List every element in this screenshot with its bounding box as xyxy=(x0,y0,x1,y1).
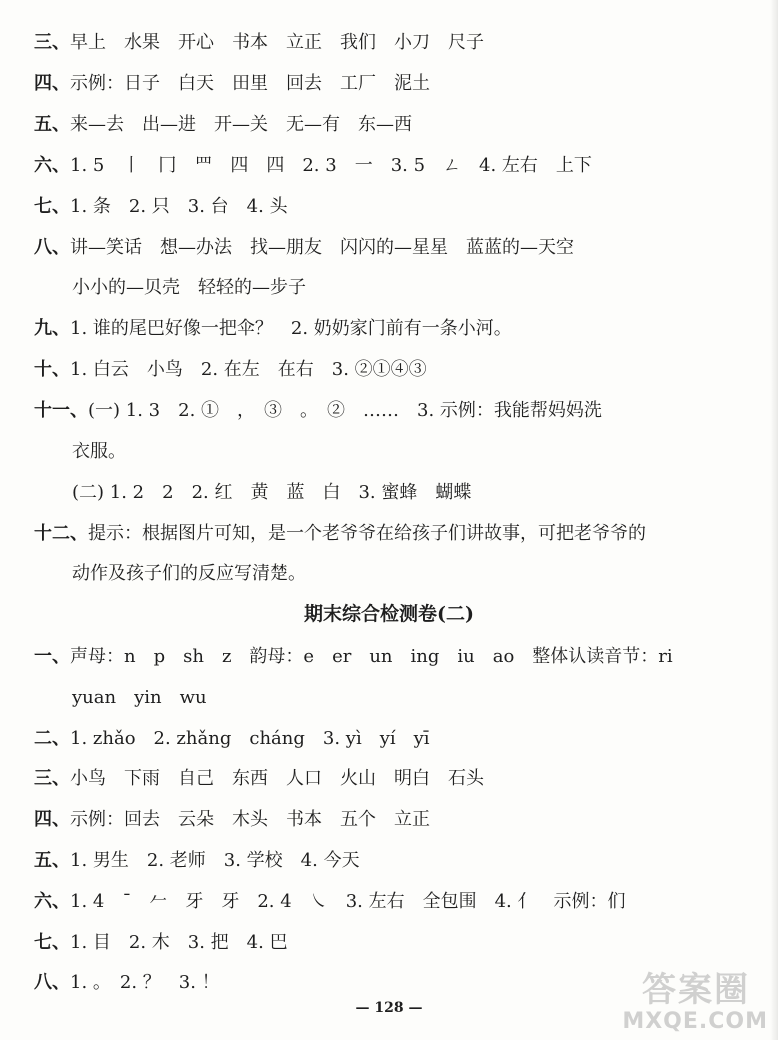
answer-line: 四、示例：日子 白天 田里 回去 工厂 泥土 xyxy=(34,73,430,94)
watermark-logo xyxy=(598,956,768,1036)
answer-line-continued: 动作及孩子们的反应写清楚。 xyxy=(72,563,306,584)
answer-line: 十一、(一) 1. 3 2. ① ， ③ 。 ② …… 3. 示例：我能帮妈妈洗 xyxy=(34,400,602,421)
answer-line: 八、讲—笑话 想—办法 找—朋友 闪闪的—星星 蓝蓝的—天空 xyxy=(34,237,574,258)
answer-line: 二、1. zhǎo 2. zhǎng cháng 3. yì yí yī xyxy=(34,728,430,749)
answer-line: 六、1. 4 ˉ 𠂉 牙 牙 2. 4 ㇏ 3. 左右 全包围 4. 亻 示例：们 xyxy=(34,891,626,912)
answer-line: 十二、提示：根据图片可知，是一个老爷爷在给孩子们讲故事，可把老爷爷的 xyxy=(34,523,646,544)
answer-line-continued: yuan yin wu xyxy=(72,687,207,708)
answer-line: 九、1. 谁的尾巴好像一把伞？ 2. 奶奶家门前有一条小河。 xyxy=(34,318,512,339)
answer-line: 十、1. 白云 小鸟 2. 在左 在右 3. ②①④③ xyxy=(34,359,427,380)
answer-line-continued: 衣服。 xyxy=(72,441,126,462)
answer-line: 四、示例：回去 云朵 木头 书本 五个 立正 xyxy=(34,809,430,830)
answer-line: 八、1. 。 2. ？ 3. ！ xyxy=(34,972,220,993)
answer-line: 七、1. 目 2. 木 3. 把 4. 巴 xyxy=(34,932,288,953)
answer-line: 三、早上 水果 开心 书本 立正 我们 小刀 尺子 xyxy=(34,32,484,53)
watermark-top: 答案圈 xyxy=(642,970,750,1010)
answer-line: 三、小鸟 下雨 自己 东西 人口 火山 明白 石头 xyxy=(34,768,484,789)
section-heading: 期末综合检测卷(二) xyxy=(304,603,474,625)
answer-line-sub: (二) 1. 2 2 2. 红 黄 蓝 白 3. 蜜蜂 蝴蝶 xyxy=(72,482,472,503)
answer-line: 一、声母：n p sh z 韵母：e er un ing iu ao 整体认读音节：ri xyxy=(34,646,673,667)
page-edge-shadow xyxy=(770,0,778,1040)
answer-line: 六、1. 5 丨 冂 罒 四 四 2. 3 一 3. 5 ㄥ 4. 左右 上下 xyxy=(34,155,592,176)
page-number: — 128 — xyxy=(355,1000,423,1016)
answer-line: 五、来—去 出—进 开—关 无—有 东—西 xyxy=(34,114,412,135)
watermark-bottom: MXQE.COM xyxy=(622,1009,768,1034)
answer-line-continued: 小小的—贝壳 轻轻的—步子 xyxy=(72,277,306,298)
answer-line: 五、1. 男生 2. 老师 3. 学校 4. 今天 xyxy=(34,850,360,871)
answer-line: 七、1. 条 2. 只 3. 台 4. 头 xyxy=(34,196,288,217)
